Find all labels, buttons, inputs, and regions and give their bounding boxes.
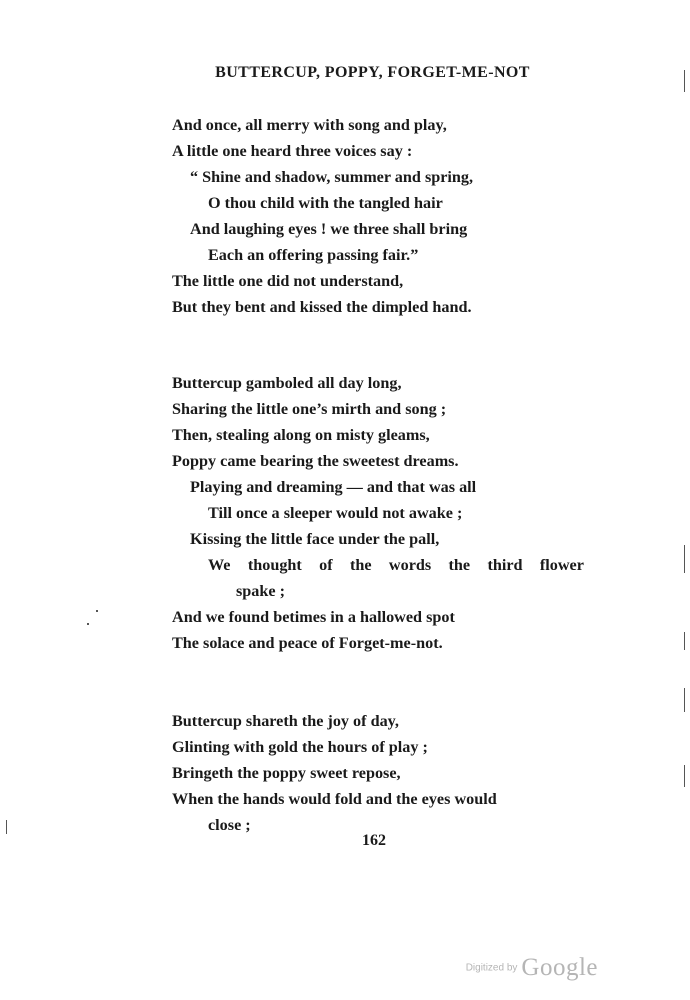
- stanza-2: [172, 370, 592, 656]
- word: of: [319, 556, 333, 574]
- verse-line: But they bent and kissed the dimpled hand.: [172, 298, 472, 316]
- scan-mark: [684, 70, 685, 92]
- verse-line: Till once a sleeper would not awake ;: [208, 504, 463, 522]
- verse-line: And we found betimes in a hallowed spot: [172, 608, 455, 626]
- verse-line: Each an offering passing fair.”: [208, 246, 419, 264]
- running-title: BUTTERCUP, POPPY, FORGET-ME-NOT: [215, 64, 530, 81]
- verse-line: And once, all merry with song and play,: [172, 116, 447, 134]
- verse-line: Sharing the little one’s mirth and song ;: [172, 400, 447, 418]
- word: thought: [247, 556, 302, 574]
- word: the: [349, 556, 372, 574]
- verse-line: Glinting with gold the hours of play ;: [172, 738, 428, 756]
- scan-mark: [684, 545, 685, 573]
- scan-mark: [6, 820, 7, 834]
- page-number: 162: [362, 832, 386, 849]
- word: We: [208, 556, 231, 574]
- google-logo: Google: [521, 954, 598, 981]
- verse-line: The little one did not understand,: [172, 272, 404, 290]
- stanza-break: [172, 320, 592, 370]
- digitized-watermark: [466, 954, 598, 982]
- verse-line: When the hands would fold and the eyes would: [172, 790, 497, 808]
- scan-mark: [87, 623, 89, 625]
- verse-line: The solace and peace of Forget-me-not.: [172, 634, 443, 652]
- verse-line-justified: [172, 552, 592, 578]
- verse-line: Then, stealing along on misty gleams,: [172, 426, 430, 444]
- verse-line-continuation: spake ;: [236, 582, 286, 600]
- stanza-break: [172, 656, 592, 708]
- word: the: [448, 556, 471, 574]
- scan-mark: [684, 765, 685, 787]
- verse-line: Buttercup gamboled all day long,: [172, 374, 402, 392]
- verse-line: And laughing eyes ! we three shall bring: [190, 220, 468, 238]
- verse-line: Kissing the little face under the pall,: [190, 530, 440, 548]
- word: third: [487, 556, 523, 574]
- stanza-3: [172, 708, 592, 838]
- verse-line-continuation: close ;: [208, 816, 251, 834]
- scan-mark: [684, 688, 685, 712]
- scan-mark: [684, 632, 685, 650]
- verse-line: O thou child with the tangled hair: [208, 194, 443, 212]
- justified-words: [208, 552, 584, 578]
- stanza-1: [172, 112, 592, 320]
- watermark-prefix: Digitized by: [465, 962, 518, 974]
- word: flower: [539, 556, 584, 574]
- word: words: [388, 556, 432, 574]
- verse-line: Buttercup shareth the joy of day,: [172, 712, 399, 730]
- verse-line: “ Shine and shadow, summer and spring,: [190, 168, 474, 186]
- verse-line: Playing and dreaming — and that was all: [190, 478, 477, 496]
- verse-line: Poppy came bearing the sweetest dreams.: [172, 452, 459, 470]
- verse-line: Bringeth the poppy sweet repose,: [172, 764, 401, 782]
- verse-line: A little one heard three voices say :: [172, 142, 413, 160]
- scan-mark: [96, 610, 98, 612]
- poem-body: [172, 112, 592, 838]
